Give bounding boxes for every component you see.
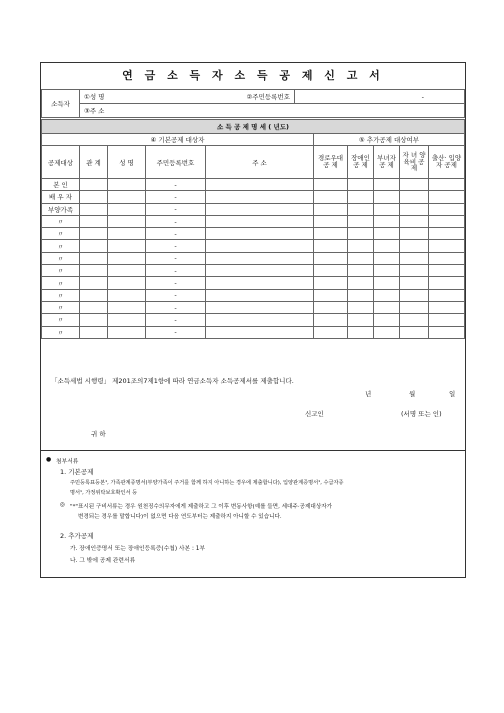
taxpayer-label: 소득자: [42, 90, 80, 118]
woman-cell[interactable]: [374, 179, 400, 191]
relation-cell[interactable]: [80, 265, 108, 277]
birth-cell[interactable]: [429, 301, 465, 313]
relation-cell[interactable]: [80, 215, 108, 227]
note-line2: 변경되는 경우를 말합니다)이 없으면 다음 연도부터는 제출하지 아니할 수 있습니다.: [78, 514, 282, 520]
name-cell[interactable]: [108, 314, 146, 326]
address-cell[interactable]: [206, 277, 314, 289]
disabled-cell[interactable]: [348, 252, 374, 264]
child-cell[interactable]: [400, 240, 429, 252]
day-label: 일: [449, 390, 456, 398]
name-cell[interactable]: [108, 277, 146, 289]
table-row: [42, 191, 465, 203]
rrn-cell[interactable]: -: [146, 301, 206, 313]
taxpayer-section: [41, 89, 465, 118]
year-label: 년: [365, 390, 372, 398]
woman-cell[interactable]: [374, 301, 400, 313]
row-target: 배 우 자: [42, 191, 80, 203]
rrn-cell[interactable]: -: [146, 215, 206, 227]
name-cell[interactable]: [108, 252, 146, 264]
rrn-label: ②주민등록번호: [225, 90, 295, 104]
month-label: 월: [409, 390, 416, 398]
item2-a: 가. 장애인증명서 또는 장애인등록증(수첩) 사본 : 1부: [70, 546, 206, 552]
elderly-cell[interactable]: [314, 326, 348, 338]
address-cell[interactable]: [206, 289, 314, 301]
name-cell[interactable]: [108, 191, 146, 203]
child-cell[interactable]: [400, 252, 429, 264]
row-target: 본 인: [42, 179, 80, 191]
row-target: 〃: [42, 314, 80, 326]
relation-cell[interactable]: [80, 289, 108, 301]
dependents-table-body: [42, 179, 465, 339]
relation-cell[interactable]: [80, 179, 108, 191]
address-cell[interactable]: [206, 191, 314, 203]
address-label: ③주 소: [80, 104, 465, 118]
name-cell[interactable]: [108, 289, 146, 301]
child-cell[interactable]: [400, 301, 429, 313]
elderly-cell[interactable]: [314, 277, 348, 289]
table-row: [42, 252, 465, 264]
address-cell[interactable]: [206, 314, 314, 326]
child-cell[interactable]: [400, 277, 429, 289]
elderly-cell[interactable]: [314, 252, 348, 264]
attachments-heading: 첨부서류: [56, 459, 79, 465]
relation-cell[interactable]: [80, 277, 108, 289]
table-row: [42, 326, 465, 338]
relation-cell[interactable]: [80, 326, 108, 338]
elderly-cell[interactable]: [314, 289, 348, 301]
row-target: 〃: [42, 265, 80, 277]
address-cell[interactable]: [206, 326, 314, 338]
additional-deduction-header: ⑤ 추가공제 대상여부: [314, 134, 465, 146]
rrn-cell[interactable]: -: [146, 203, 206, 215]
note-mark-icon: ◎: [60, 502, 66, 508]
birth-cell[interactable]: [429, 240, 465, 252]
table-row: [42, 314, 465, 326]
elderly-cell[interactable]: [314, 215, 348, 227]
birth-cell[interactable]: [429, 179, 465, 191]
name-cell[interactable]: [108, 326, 146, 338]
address-cell[interactable]: [206, 252, 314, 264]
birth-cell[interactable]: [429, 289, 465, 301]
table-row: [42, 289, 465, 301]
disabled-cell[interactable]: [348, 191, 374, 203]
relation-cell[interactable]: [80, 191, 108, 203]
relation-cell[interactable]: [80, 203, 108, 215]
name-cell[interactable]: [108, 265, 146, 277]
child-cell[interactable]: [400, 289, 429, 301]
elderly-cell[interactable]: [314, 314, 348, 326]
col-relation: 관 계: [80, 146, 108, 179]
address-cell[interactable]: [206, 265, 314, 277]
deduction-section: [41, 119, 465, 339]
woman-cell[interactable]: [374, 289, 400, 301]
table-row: [42, 277, 465, 289]
birth-cell[interactable]: [429, 215, 465, 227]
name-cell[interactable]: [108, 203, 146, 215]
child-cell[interactable]: [400, 228, 429, 240]
submission-statement: 「소득세법 시행령」 제201조의7제1항에 따라 연금소득자 소득공제서를 제출합니다.: [51, 377, 294, 385]
disabled-cell[interactable]: [348, 301, 374, 313]
child-cell[interactable]: [400, 215, 429, 227]
elderly-cell[interactable]: [314, 301, 348, 313]
address-cell[interactable]: [206, 179, 314, 191]
name-cell[interactable]: [108, 240, 146, 252]
disabled-cell[interactable]: [348, 228, 374, 240]
disabled-cell[interactable]: [348, 240, 374, 252]
item1-line1: 주민등록표등본¹, 가족관계증명서(부양가족이 주거를 함께 하지 아니하는 경우에 제출합니다), 입양관계증명서¹, 수급자증: [70, 480, 344, 486]
row-target: 〃: [42, 228, 80, 240]
row-target: 〃: [42, 326, 80, 338]
row-target: 〃: [42, 289, 80, 301]
relation-cell[interactable]: [80, 301, 108, 313]
child-cell[interactable]: [400, 314, 429, 326]
disabled-cell[interactable]: [348, 314, 374, 326]
birth-cell[interactable]: [429, 252, 465, 264]
relation-cell[interactable]: [80, 240, 108, 252]
disabled-cell[interactable]: [348, 179, 374, 191]
col-address: 주 소: [206, 146, 314, 179]
name-cell[interactable]: [108, 301, 146, 313]
elderly-cell[interactable]: [314, 179, 348, 191]
name-label: ①성 명: [80, 90, 225, 104]
rrn-cell[interactable]: -: [146, 252, 206, 264]
rrn-cell[interactable]: -: [146, 240, 206, 252]
birth-cell[interactable]: [429, 326, 465, 338]
applicant-label: 신고인: [305, 410, 324, 418]
birth-cell[interactable]: [429, 277, 465, 289]
col-disabled: 장애인 공 제: [348, 146, 374, 179]
table-row: [42, 179, 465, 191]
note-line1: "*"표시된 구비서류는 경우 원천징수의무자에게 제출하고 그 이후 변동사항(예를 들면, 세대주·공제대상자가: [70, 504, 333, 510]
table-row: [42, 228, 465, 240]
col-target: 공제대상: [42, 146, 80, 179]
birth-cell[interactable]: [429, 191, 465, 203]
disabled-cell[interactable]: [348, 277, 374, 289]
rrn-cell[interactable]: -: [146, 326, 206, 338]
child-cell[interactable]: [400, 191, 429, 203]
woman-cell[interactable]: [374, 228, 400, 240]
child-cell[interactable]: [400, 179, 429, 191]
recipient-label: 귀 하: [91, 430, 106, 438]
birth-cell[interactable]: [429, 203, 465, 215]
woman-cell[interactable]: [374, 277, 400, 289]
row-target: 〃: [42, 215, 80, 227]
disabled-cell[interactable]: [348, 326, 374, 338]
woman-cell[interactable]: [374, 203, 400, 215]
rrn-cell[interactable]: -: [146, 265, 206, 277]
basic-deduction-header: ④ 기본공제 대상자: [42, 134, 314, 146]
table-row: [42, 240, 465, 252]
row-target: 〃: [42, 301, 80, 313]
rrn-cell[interactable]: -: [146, 191, 206, 203]
item2-b: 나. 그 밖에 공제 관련서류: [70, 558, 136, 564]
col-child: 자 녀 양육비 공 제: [400, 146, 429, 179]
deduction-section-title: 소 득 공 제 명 세 ( 년도): [42, 120, 465, 134]
disabled-cell[interactable]: [348, 203, 374, 215]
item1-line2: 명서¹, 가정위탁보호확인서 등: [70, 490, 138, 496]
disabled-cell[interactable]: [348, 265, 374, 277]
col-name: 성 명: [108, 146, 146, 179]
name-cell[interactable]: [108, 228, 146, 240]
form-title: 연 금 소 득 자 소 득 공 제 신 고 서: [122, 69, 384, 82]
item1-heading: 1. 기본공제: [60, 468, 94, 476]
name-cell[interactable]: [108, 179, 146, 191]
row-target: 부양가족: [42, 203, 80, 215]
rrn-cell[interactable]: -: [146, 277, 206, 289]
rrn-cell[interactable]: -: [146, 314, 206, 326]
elderly-cell[interactable]: [314, 191, 348, 203]
row-target: 〃: [42, 240, 80, 252]
table-row: [42, 265, 465, 277]
child-cell[interactable]: [400, 265, 429, 277]
birth-cell[interactable]: [429, 228, 465, 240]
col-rrn: 주민등록번호: [146, 146, 206, 179]
table-row: [42, 203, 465, 215]
rrn-cell[interactable]: -: [146, 228, 206, 240]
col-woman: 부녀자 공 제: [374, 146, 400, 179]
child-cell[interactable]: [400, 203, 429, 215]
disabled-cell[interactable]: [348, 215, 374, 227]
name-cell[interactable]: [108, 215, 146, 227]
relation-cell[interactable]: [80, 228, 108, 240]
rrn-field[interactable]: -: [295, 90, 465, 104]
disabled-cell[interactable]: [348, 289, 374, 301]
elderly-cell[interactable]: [314, 203, 348, 215]
elderly-cell[interactable]: [314, 240, 348, 252]
row-target: 〃: [42, 277, 80, 289]
address-cell[interactable]: [206, 240, 314, 252]
relation-cell[interactable]: [80, 314, 108, 326]
rrn-cell[interactable]: -: [146, 179, 206, 191]
elderly-cell[interactable]: [314, 228, 348, 240]
woman-cell[interactable]: [374, 326, 400, 338]
signature-label[interactable]: (서명 또는 인): [401, 410, 442, 418]
woman-cell[interactable]: [374, 314, 400, 326]
bullet-icon: ●: [46, 456, 52, 463]
birth-cell[interactable]: [429, 314, 465, 326]
address-cell[interactable]: [206, 203, 314, 215]
birth-cell[interactable]: [429, 265, 465, 277]
elderly-cell[interactable]: [314, 265, 348, 277]
woman-cell[interactable]: [374, 265, 400, 277]
woman-cell[interactable]: [374, 215, 400, 227]
col-birth: 출산· 입양자 공제: [429, 146, 465, 179]
col-elderly: 경로우대 공 제: [314, 146, 348, 179]
address-cell[interactable]: [206, 301, 314, 313]
address-cell[interactable]: [206, 228, 314, 240]
woman-cell[interactable]: [374, 240, 400, 252]
address-cell[interactable]: [206, 215, 314, 227]
row-target: 〃: [42, 252, 80, 264]
woman-cell[interactable]: [374, 252, 400, 264]
child-cell[interactable]: [400, 326, 429, 338]
table-row: [42, 301, 465, 313]
relation-cell[interactable]: [80, 252, 108, 264]
rrn-cell[interactable]: -: [146, 289, 206, 301]
attachments-section: [40, 450, 466, 578]
woman-cell[interactable]: [374, 191, 400, 203]
table-row: [42, 215, 465, 227]
item2-heading: 2. 추가공제: [60, 532, 94, 540]
